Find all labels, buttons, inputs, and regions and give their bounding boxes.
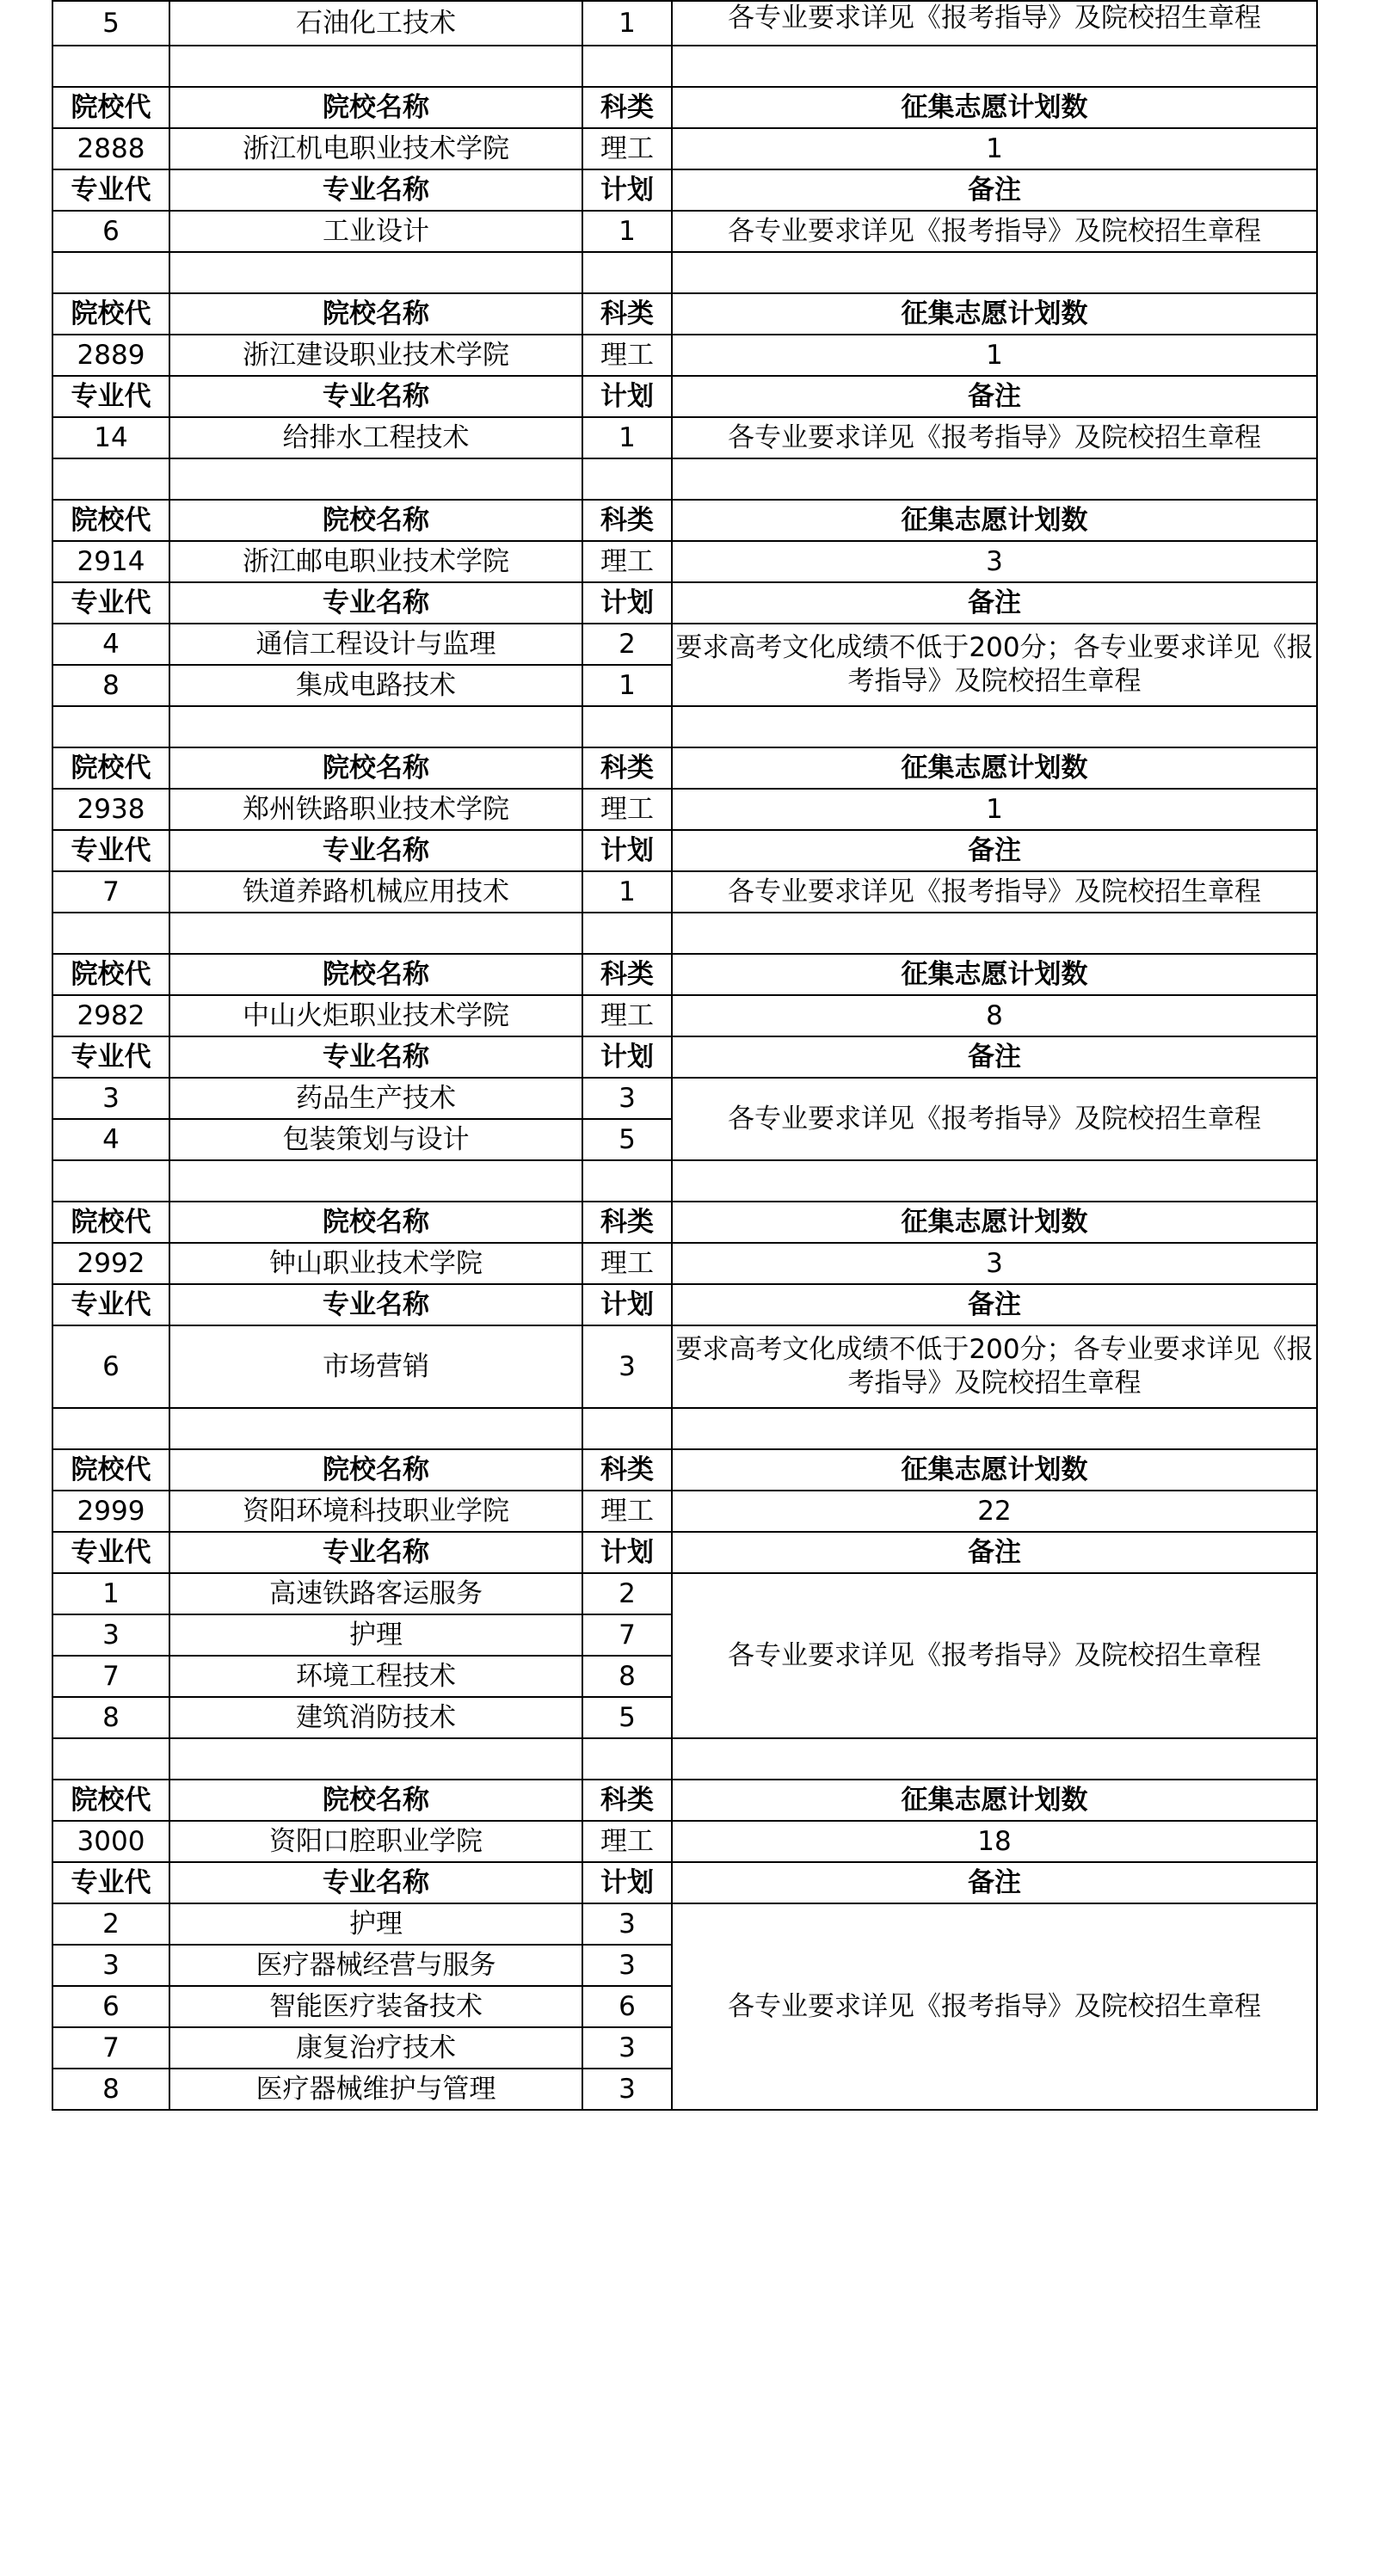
remark-cell: 要求高考文化成绩不低于200分；各专业要求详见《报考指导》及院校招生章程	[672, 1325, 1317, 1408]
header-plan-total: 征集志愿计划数	[672, 293, 1317, 335]
major-row	[52, 1325, 1317, 1408]
major-plan-cell: 3	[582, 1078, 672, 1119]
school-row	[52, 995, 1317, 1036]
header-remark: 备注	[672, 582, 1317, 624]
major-name-cell: 医疗器械维护与管理	[169, 2069, 582, 2110]
remark-cell: 各专业要求详见《报考指导》及院校招生章程	[672, 211, 1317, 252]
header-major-name: 专业名称	[169, 376, 582, 417]
major-plan-cell: 3	[582, 1945, 672, 1986]
remark-cell: 各专业要求详见《报考指导》及院校招生章程	[672, 1573, 1317, 1738]
header-remark: 备注	[672, 1862, 1317, 1903]
school-code-cell: 2938	[52, 789, 169, 830]
header-plan: 计划	[582, 830, 672, 871]
major-plan-cell: 3	[582, 1325, 672, 1408]
header-plan: 计划	[582, 1532, 672, 1573]
school-name-cell: 资阳环境科技职业学院	[169, 1491, 582, 1532]
admission-plan-table	[52, 0, 1318, 2111]
header-plan-total: 征集志愿计划数	[672, 954, 1317, 995]
school-row	[52, 335, 1317, 376]
school-plan-total-cell: 1	[672, 335, 1317, 376]
header-major-code: 专业代	[52, 376, 169, 417]
major-code-cell: 8	[52, 2069, 169, 2110]
major-code-cell: 2	[52, 1903, 169, 1945]
school-name-cell: 钟山职业技术学院	[169, 1243, 582, 1284]
major-name-cell: 工业设计	[169, 211, 582, 252]
remark-cell: 各专业要求详见《报考指导》及院校招生章程	[672, 871, 1317, 913]
header-plan-total: 征集志愿计划数	[672, 1202, 1317, 1243]
major-name-cell: 石油化工技术	[169, 1, 582, 46]
header-major-code: 专业代	[52, 1532, 169, 1573]
school-code-cell: 2982	[52, 995, 169, 1036]
header-category: 科类	[582, 1449, 672, 1491]
spacer-row	[52, 46, 1317, 87]
header-school-name: 院校名称	[169, 293, 582, 335]
header-school-name: 院校名称	[169, 1449, 582, 1491]
major-code-cell: 7	[52, 2027, 169, 2069]
major-row	[52, 417, 1317, 458]
major-header-row	[52, 376, 1317, 417]
school-code-cell: 2889	[52, 335, 169, 376]
header-major-code: 专业代	[52, 582, 169, 624]
remark-cell: 要求高考文化成绩不低于200分；各专业要求详见《报考指导》及院校招生章程	[672, 624, 1317, 706]
header-major-code: 专业代	[52, 1036, 169, 1078]
major-plan-cell: 2	[582, 624, 672, 665]
header-major-code: 专业代	[52, 830, 169, 871]
school-header-row	[52, 747, 1317, 789]
major-name-cell: 高速铁路客运服务	[169, 1573, 582, 1614]
header-remark: 备注	[672, 376, 1317, 417]
major-code-cell: 3	[52, 1614, 169, 1656]
header-school-name: 院校名称	[169, 954, 582, 995]
spacer-row	[52, 458, 1317, 500]
major-name-cell: 护理	[169, 1614, 582, 1656]
major-plan-cell: 1	[582, 1, 672, 46]
major-code-cell: 8	[52, 665, 169, 706]
spacer-row	[52, 1738, 1317, 1780]
school-category-cell: 理工	[582, 128, 672, 169]
major-name-cell: 药品生产技术	[169, 1078, 582, 1119]
header-school-name: 院校名称	[169, 500, 582, 541]
major-name-cell: 包装策划与设计	[169, 1119, 582, 1160]
major-row	[52, 1573, 1317, 1614]
major-name-cell: 通信工程设计与监理	[169, 624, 582, 665]
header-major-name: 专业名称	[169, 1532, 582, 1573]
school-row	[52, 1243, 1317, 1284]
school-category-cell: 理工	[582, 995, 672, 1036]
header-plan-total: 征集志愿计划数	[672, 747, 1317, 789]
header-school-code: 院校代	[52, 1202, 169, 1243]
major-header-row	[52, 1036, 1317, 1078]
spacer-row	[52, 1408, 1317, 1449]
header-school-code: 院校代	[52, 1780, 169, 1821]
major-plan-cell: 1	[582, 211, 672, 252]
school-plan-total-cell: 22	[672, 1491, 1317, 1532]
school-plan-total-cell: 1	[672, 128, 1317, 169]
school-category-cell: 理工	[582, 789, 672, 830]
major-code-cell: 5	[52, 1, 169, 46]
school-category-cell: 理工	[582, 541, 672, 582]
major-name-cell: 给排水工程技术	[169, 417, 582, 458]
major-name-cell: 智能医疗装备技术	[169, 1986, 582, 2027]
school-header-row	[52, 500, 1317, 541]
major-plan-cell: 1	[582, 871, 672, 913]
header-plan-total: 征集志愿计划数	[672, 87, 1317, 128]
major-code-cell: 7	[52, 1656, 169, 1697]
major-plan-cell: 1	[582, 417, 672, 458]
major-name-cell: 市场营销	[169, 1325, 582, 1408]
remark-cell: 各专业要求详见《报考指导》及院校招生章程	[672, 1, 1317, 46]
header-school-name: 院校名称	[169, 747, 582, 789]
major-row	[52, 211, 1317, 252]
header-major-name: 专业名称	[169, 1862, 582, 1903]
header-remark: 备注	[672, 1036, 1317, 1078]
major-plan-cell: 1	[582, 665, 672, 706]
major-header-row	[52, 169, 1317, 211]
major-name-cell: 康复治疗技术	[169, 2027, 582, 2069]
header-school-name: 院校名称	[169, 1202, 582, 1243]
major-row	[52, 1903, 1317, 1945]
school-header-row	[52, 1449, 1317, 1491]
header-category: 科类	[582, 954, 672, 995]
major-code-cell: 1	[52, 1573, 169, 1614]
major-name-cell: 环境工程技术	[169, 1656, 582, 1697]
header-plan: 计划	[582, 582, 672, 624]
major-header-row	[52, 1532, 1317, 1573]
school-plan-total-cell: 3	[672, 541, 1317, 582]
remark-cell: 各专业要求详见《报考指导》及院校招生章程	[672, 1903, 1317, 2110]
major-code-cell: 3	[52, 1078, 169, 1119]
header-plan: 计划	[582, 1284, 672, 1325]
major-name-cell: 铁道养路机械应用技术	[169, 871, 582, 913]
major-code-cell: 6	[52, 211, 169, 252]
header-plan: 计划	[582, 169, 672, 211]
school-code-cell: 2888	[52, 128, 169, 169]
major-plan-cell: 5	[582, 1119, 672, 1160]
major-code-cell: 3	[52, 1945, 169, 1986]
spacer-row	[52, 913, 1317, 954]
major-code-cell: 7	[52, 871, 169, 913]
major-plan-cell: 7	[582, 1614, 672, 1656]
major-header-row	[52, 1862, 1317, 1903]
school-category-cell: 理工	[582, 1821, 672, 1862]
major-name-cell: 医疗器械经营与服务	[169, 1945, 582, 1986]
school-name-cell: 郑州铁路职业技术学院	[169, 789, 582, 830]
spacer-row	[52, 706, 1317, 747]
major-name-cell: 护理	[169, 1903, 582, 1945]
major-header-row	[52, 1284, 1317, 1325]
school-header-row	[52, 1780, 1317, 1821]
header-category: 科类	[582, 1202, 672, 1243]
major-code-cell: 8	[52, 1697, 169, 1738]
header-category: 科类	[582, 293, 672, 335]
school-category-cell: 理工	[582, 335, 672, 376]
major-header-row	[52, 582, 1317, 624]
header-school-code: 院校代	[52, 954, 169, 995]
major-code-cell: 4	[52, 1119, 169, 1160]
school-plan-total-cell: 3	[672, 1243, 1317, 1284]
major-name-cell: 建筑消防技术	[169, 1697, 582, 1738]
school-name-cell: 中山火炬职业技术学院	[169, 995, 582, 1036]
header-plan-total: 征集志愿计划数	[672, 500, 1317, 541]
major-code-cell: 14	[52, 417, 169, 458]
header-plan: 计划	[582, 1862, 672, 1903]
header-school-code: 院校代	[52, 1449, 169, 1491]
major-row	[52, 871, 1317, 913]
remark-cell: 各专业要求详见《报考指导》及院校招生章程	[672, 417, 1317, 458]
major-code-cell: 4	[52, 624, 169, 665]
school-row	[52, 789, 1317, 830]
school-plan-total-cell: 8	[672, 995, 1317, 1036]
header-major-code: 专业代	[52, 1862, 169, 1903]
school-row	[52, 541, 1317, 582]
major-plan-cell: 3	[582, 1903, 672, 1945]
school-name-cell: 资阳口腔职业学院	[169, 1821, 582, 1862]
school-plan-total-cell: 1	[672, 789, 1317, 830]
school-header-row	[52, 1202, 1317, 1243]
header-major-name: 专业名称	[169, 1036, 582, 1078]
school-row	[52, 1491, 1317, 1532]
header-category: 科类	[582, 500, 672, 541]
header-plan-total: 征集志愿计划数	[672, 1780, 1317, 1821]
header-category: 科类	[582, 1780, 672, 1821]
major-row	[52, 624, 1317, 665]
school-category-cell: 理工	[582, 1243, 672, 1284]
header-major-code: 专业代	[52, 169, 169, 211]
header-plan: 计划	[582, 1036, 672, 1078]
header-major-name: 专业名称	[169, 582, 582, 624]
spacer-row	[52, 252, 1317, 293]
header-school-code: 院校代	[52, 747, 169, 789]
major-row	[52, 1078, 1317, 1119]
header-major-name: 专业名称	[169, 169, 582, 211]
school-header-row	[52, 87, 1317, 128]
school-name-cell: 浙江建设职业技术学院	[169, 335, 582, 376]
header-remark: 备注	[672, 1532, 1317, 1573]
header-plan: 计划	[582, 376, 672, 417]
header-remark: 备注	[672, 1284, 1317, 1325]
major-name-cell: 集成电路技术	[169, 665, 582, 706]
school-code-cell: 2999	[52, 1491, 169, 1532]
header-category: 科类	[582, 747, 672, 789]
school-code-cell: 2914	[52, 541, 169, 582]
header-school-name: 院校名称	[169, 87, 582, 128]
header-plan-total: 征集志愿计划数	[672, 1449, 1317, 1491]
major-code-cell: 6	[52, 1325, 169, 1408]
header-category: 科类	[582, 87, 672, 128]
major-plan-cell: 2	[582, 1573, 672, 1614]
school-name-cell: 浙江机电职业技术学院	[169, 128, 582, 169]
school-header-row	[52, 293, 1317, 335]
major-plan-cell: 5	[582, 1697, 672, 1738]
header-school-code: 院校代	[52, 293, 169, 335]
school-plan-total-cell: 18	[672, 1821, 1317, 1862]
table-row	[52, 1, 1317, 46]
major-code-cell: 6	[52, 1986, 169, 2027]
spacer-row	[52, 1160, 1317, 1202]
header-school-name: 院校名称	[169, 1780, 582, 1821]
school-row	[52, 128, 1317, 169]
header-major-code: 专业代	[52, 1284, 169, 1325]
major-plan-cell: 8	[582, 1656, 672, 1697]
header-remark: 备注	[672, 830, 1317, 871]
remark-cell: 各专业要求详见《报考指导》及院校招生章程	[672, 1078, 1317, 1160]
school-code-cell: 3000	[52, 1821, 169, 1862]
major-plan-cell: 3	[582, 2069, 672, 2110]
school-category-cell: 理工	[582, 1491, 672, 1532]
major-plan-cell: 6	[582, 1986, 672, 2027]
school-header-row	[52, 954, 1317, 995]
school-row	[52, 1821, 1317, 1862]
major-plan-cell: 3	[582, 2027, 672, 2069]
header-major-name: 专业名称	[169, 1284, 582, 1325]
header-school-code: 院校代	[52, 87, 169, 128]
major-header-row	[52, 830, 1317, 871]
header-major-name: 专业名称	[169, 830, 582, 871]
header-school-code: 院校代	[52, 500, 169, 541]
header-remark: 备注	[672, 169, 1317, 211]
school-code-cell: 2992	[52, 1243, 169, 1284]
school-name-cell: 浙江邮电职业技术学院	[169, 541, 582, 582]
